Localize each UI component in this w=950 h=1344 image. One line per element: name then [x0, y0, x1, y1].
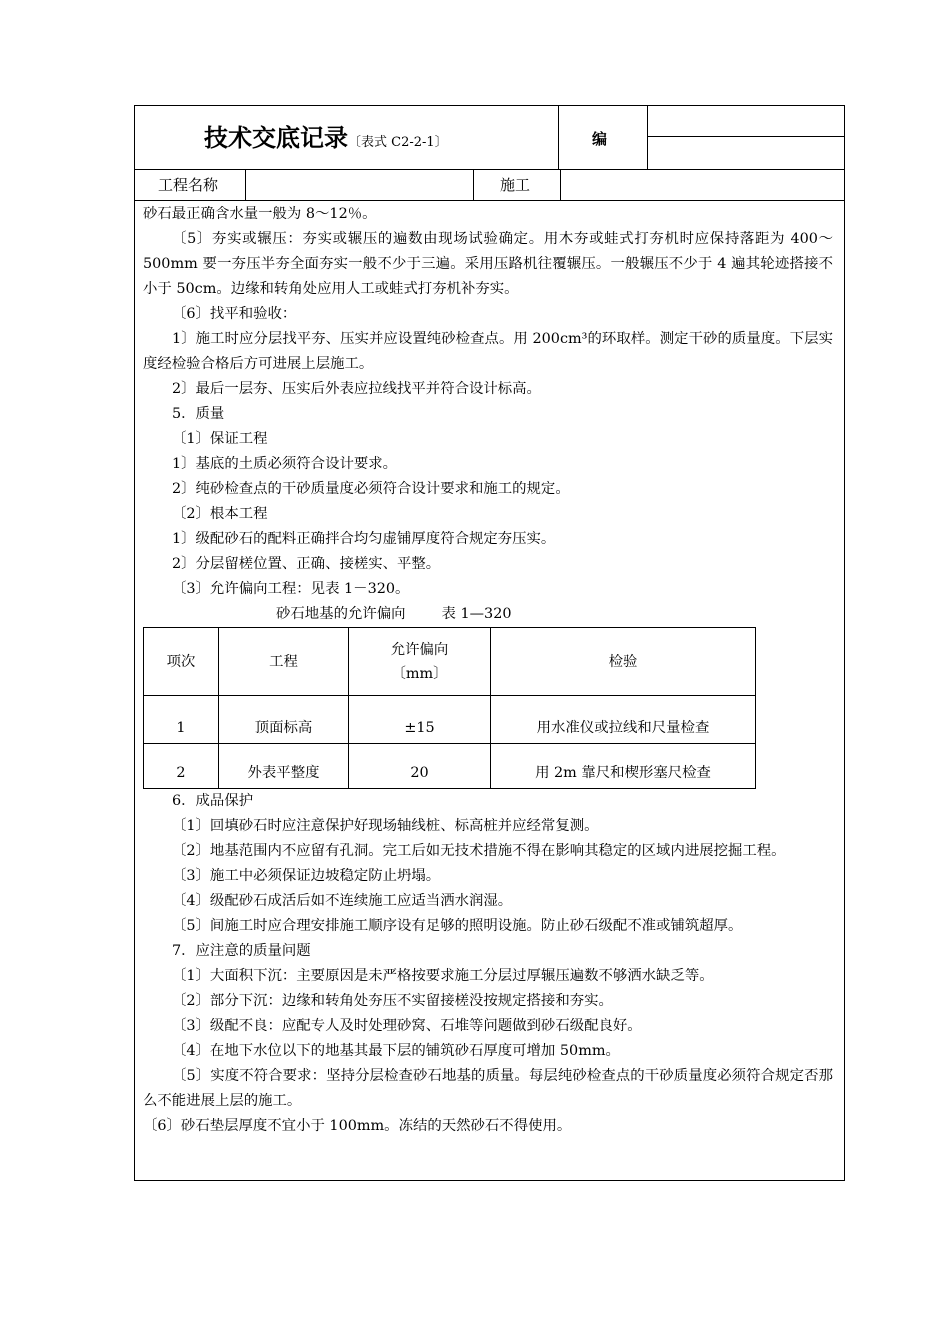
table-cell: 1 [144, 696, 219, 744]
paragraph: 〔5〕夯实或辗压：夯实或辗压的遍数由现场试验确定。用木夯或蛙式打夯机时应保持落距为 400～500mm 要一夯压半夯全面夯实一般不少于三遍。采用压路机往覆辗压。一般辗压不少于 4 遍其轮迹搭接不小于 50cm。边缘和转角处应用人工或蛙式打夯机补夯实。 [143, 231, 833, 297]
header-bottom-line [134, 169, 845, 170]
paragraph: 2〕最后一层夯、压实后外表应拉线找平并符合设计标高。 [172, 381, 541, 397]
table-cell: 顶面标高 [219, 696, 349, 744]
paragraph: 〔2〕地基范围内不应留有孔洞。完工后如无技术措施不得在影响其稳定的区域内进展挖掘工程。 [172, 843, 786, 859]
paragraph: 〔5〕间施工时应合理安排施工顺序设有足够的照明设施。防止砂石级配不准或铺筑超厚。 [172, 918, 743, 934]
paragraph: 〔1〕回填砂石时应注意保护好现场轴线桩、标高桩并应经常复测。 [172, 818, 599, 834]
form-code: 〔表式 C2-2-1〕 [348, 135, 448, 150]
paragraph: 6．成品保护 [172, 793, 254, 809]
header-tolerance-text: 允许偏向 [390, 641, 449, 658]
project-name-label: 工程名称 [158, 176, 219, 194]
paragraph: 1〕基底的土质必须符合设计要求。 [172, 456, 398, 472]
header-item: 工程 [219, 628, 349, 696]
header-inspection: 检验 [491, 628, 756, 696]
header-tolerance-unit: 〔mm〕 [391, 665, 448, 682]
construction-divider [560, 169, 561, 200]
body-section-2 [143, 789, 833, 1139]
table-cell: 20 [349, 744, 491, 789]
paragraph: 2〕分层留槎位置、正确、接槎实、平整。 [172, 556, 441, 572]
body-section-1 [143, 202, 833, 602]
paragraph: 1〕施工时应分层找平夯、压实并应设置纯砂检查点。用 200cm³的环取样。测定干砂的质量度。下层实度经检验合格后方可进展上层施工。 [143, 331, 833, 372]
info-row-bottom-line [134, 200, 845, 201]
title-text: 技术交底记录 [204, 124, 348, 152]
project-label-divider [245, 169, 246, 200]
table-row [144, 696, 756, 744]
paragraph: 〔1〕保证工程 [172, 431, 268, 447]
table-header-row [144, 628, 756, 696]
table-row [144, 744, 756, 789]
table-cell: 用水准仪或拉线和尺量检查 [491, 696, 756, 744]
construction-label: 施工 [500, 176, 531, 194]
paragraph: 〔3〕施工中必须保证边坡稳定防止坍塌。 [172, 868, 441, 884]
table-cell: 2 [144, 744, 219, 789]
paragraph: 〔5〕实度不符合要求：坚持分层检查砂石地基的质量。每层纯砂检查点的干砂质量度必须符合规定否那么不能进展上层的施工。 [143, 1068, 833, 1109]
paragraph: 〔2〕部分下沉：边缘和转角处夯压不实留接槎没按规定搭接和夯实。 [172, 993, 613, 1009]
table-cell: 用 2m 靠尺和楔形塞尺检查 [491, 744, 756, 789]
project-value-divider [473, 169, 474, 200]
bian-label: 编 [592, 130, 608, 148]
paragraph: 〔1〕大面积下沉：主要原因是未严格按要求施工分层过厚辗压遍数不够洒水缺乏等。 [172, 968, 714, 984]
table-cell: ±15 [349, 696, 491, 744]
bian-divider [647, 105, 648, 169]
paragraph: 5．质量 [172, 406, 225, 422]
paragraph: 2〕纯砂检查点的干砂质量度必须符合设计要求和施工的规定。 [172, 481, 570, 497]
title-divider [558, 105, 559, 169]
tolerance-table [143, 627, 756, 789]
paragraph: 〔3〕允许偏向工程：见表 1－320。 [172, 581, 410, 597]
bian-split-line [647, 136, 845, 137]
paragraph: 1〕级配砂石的配料正确拌合均匀虚铺厚度符合规定夯压实。 [172, 531, 556, 547]
paragraph: 7．应注意的质量问题 [172, 943, 311, 959]
table-cell: 外表平整度 [219, 744, 349, 789]
paragraph: 〔4〕级配砂石成活后如不连续施工应适当洒水润湿。 [172, 893, 513, 909]
table-caption [143, 602, 833, 627]
paragraph: 〔6〕找平和验收： [172, 306, 297, 322]
paragraph: 〔2〕根本工程 [172, 506, 268, 522]
paragraph: 〔3〕级配不良：应配专人及时处理砂窝、石堆等问题做到砂石级配良好。 [172, 1018, 642, 1034]
header-item-no: 项次 [144, 628, 219, 696]
paragraph: 砂石最正确含水量一般为 8～12％。 [143, 206, 377, 222]
table-number: 表 1—320 [441, 606, 512, 622]
paragraph: 〔6〕砂石垫层厚度不宜小于 100mm。冻结的天然砂石不得使用。 [143, 1118, 572, 1134]
document-title [204, 120, 448, 161]
table-caption-text: 砂石地基的允许偏向 [276, 606, 406, 622]
header-tolerance [349, 628, 491, 696]
paragraph: 〔4〕在地下水位以下的地基其最下层的铺筑砂石厚度可增加 50mm。 [172, 1043, 620, 1059]
document-body [143, 202, 833, 1139]
